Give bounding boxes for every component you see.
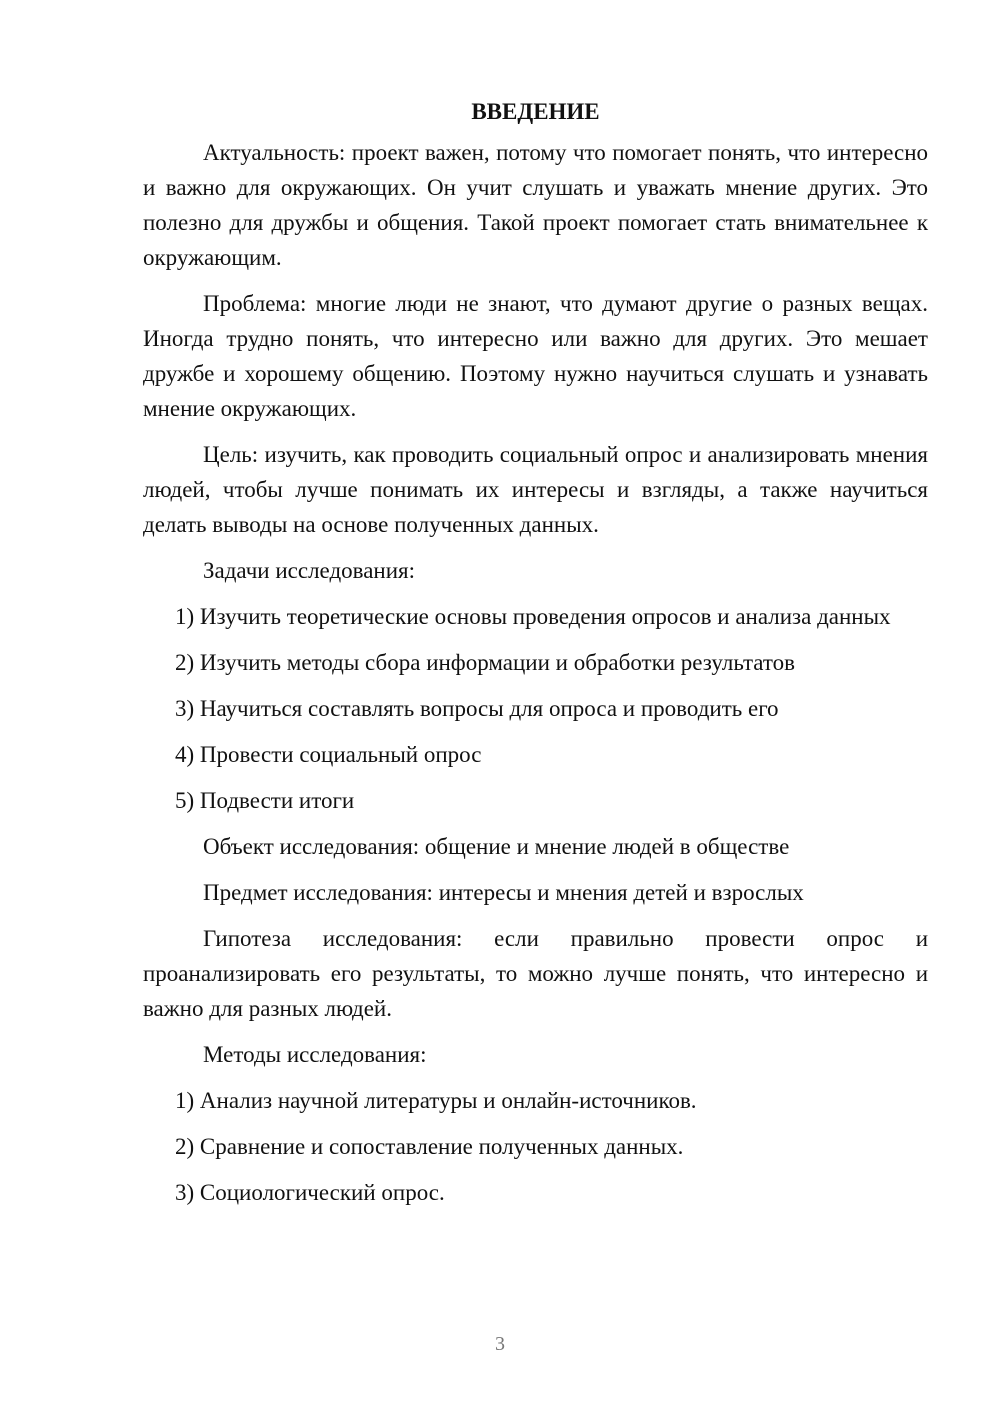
method-item: 3) Социологический опрос. xyxy=(175,1180,445,1205)
task-item: 5) Подвести итоги xyxy=(175,788,355,813)
methods-heading: Методы исследования: xyxy=(203,1042,427,1067)
tasks-heading: Задачи исследования: xyxy=(203,558,416,583)
hypothesis-paragraph: Гипотеза исследования: если правильно провести опрос и проанализировать его результаты, то можно лучше понять, что интересно и важно для разных людей. xyxy=(143,926,928,1021)
method-item: 1) Анализ научной литературы и онлайн-источников. xyxy=(175,1088,697,1113)
method-item: 2) Сравнение и сопоставление полученных данных. xyxy=(175,1134,684,1159)
goal-paragraph: Цель: изучить, как проводить социальный опрос и анализировать мнения людей, чтобы лучше понимать их интересы и взгляды, а также научиться делать выводы на основе полученных данных. xyxy=(143,442,928,537)
task-item: 3) Научиться составлять вопросы для опроса и проводить его xyxy=(175,696,779,721)
task-item: 1) Изучить теоретические основы проведения опросов и анализа данных xyxy=(175,604,891,629)
section-title: ВВЕДЕНИЕ xyxy=(471,99,600,124)
page-number: 3 xyxy=(495,1333,505,1355)
document-page xyxy=(143,94,928,1221)
relevance-paragraph: Актуальность: проект важен, потому что помогает понять, что интересно и важно для окружающих. Он учит слушать и уважать мнение других. Это полезно для дружбы и общения. Такой проект помогает стать внимательнее к окружающим. xyxy=(143,140,928,270)
problem-paragraph: Проблема: многие люди не знают, что думают другие о разных вещах. Иногда трудно понять, что интересно или важно для других. Это мешает дружбе и хорошему общению. Поэтому нужно научиться слушать и узнавать мнение окружающих. xyxy=(143,291,928,421)
task-item: 2) Изучить методы сбора информации и обработки результатов xyxy=(175,650,796,675)
object-line: Объект исследования: общение и мнение людей в обществе xyxy=(203,834,790,859)
task-item: 4) Провести социальный опрос xyxy=(175,742,482,767)
subject-line: Предмет исследования: интересы и мнения детей и взрослых xyxy=(203,880,804,905)
